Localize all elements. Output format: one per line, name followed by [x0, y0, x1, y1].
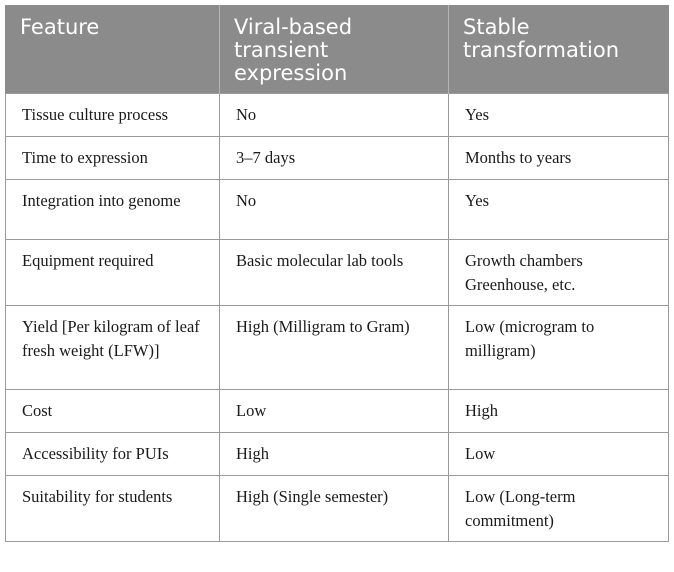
row-stable-cell: High — [449, 390, 669, 433]
table-row — [6, 306, 669, 390]
row-stable-cell: Growth chambers Greenhouse, etc. — [449, 240, 669, 306]
header-viral-transient: Viral-based transient expression — [220, 5, 449, 94]
row-feature-cell: Cost — [6, 390, 220, 433]
header-feature: Feature — [6, 5, 220, 94]
table-row — [6, 137, 669, 180]
table-row — [6, 476, 669, 542]
row-stable-cell: Low — [449, 433, 669, 476]
row-viral-cell: 3–7 days — [220, 137, 449, 180]
table-row — [6, 433, 669, 476]
row-viral-cell: No — [220, 94, 449, 137]
row-viral-cell: High (Milligram to Gram) — [220, 306, 449, 390]
table-row — [6, 180, 669, 240]
row-viral-cell: Basic molecular lab tools — [220, 240, 449, 306]
row-viral-cell: High (Single semester) — [220, 476, 449, 542]
row-feature-cell: Tissue culture process — [6, 94, 220, 137]
row-feature-cell: Suitability for students — [6, 476, 220, 542]
row-stable-cell: Low (Long-term commitment) — [449, 476, 669, 542]
row-feature-cell: Equipment required — [6, 240, 220, 306]
row-feature-cell: Time to expression — [6, 137, 220, 180]
row-feature-cell: Yield [Per kilogram of leaf fresh weight (LFW)] — [6, 306, 220, 390]
comparison-table — [5, 5, 669, 542]
row-stable-cell: Low (microgram to milligram) — [449, 306, 669, 390]
table-body — [6, 94, 669, 542]
row-viral-cell: Low — [220, 390, 449, 433]
row-feature-cell: Integration into genome — [6, 180, 220, 240]
header-row — [6, 5, 669, 94]
row-stable-cell: Yes — [449, 180, 669, 240]
table-header — [6, 5, 669, 94]
header-stable-transformation: Stable transformation — [449, 5, 669, 94]
row-stable-cell: Months to years — [449, 137, 669, 180]
row-viral-cell: No — [220, 180, 449, 240]
row-stable-cell: Yes — [449, 94, 669, 137]
table-row — [6, 240, 669, 306]
table-row — [6, 94, 669, 137]
row-viral-cell: High — [220, 433, 449, 476]
table-row — [6, 390, 669, 433]
row-feature-cell: Accessibility for PUIs — [6, 433, 220, 476]
